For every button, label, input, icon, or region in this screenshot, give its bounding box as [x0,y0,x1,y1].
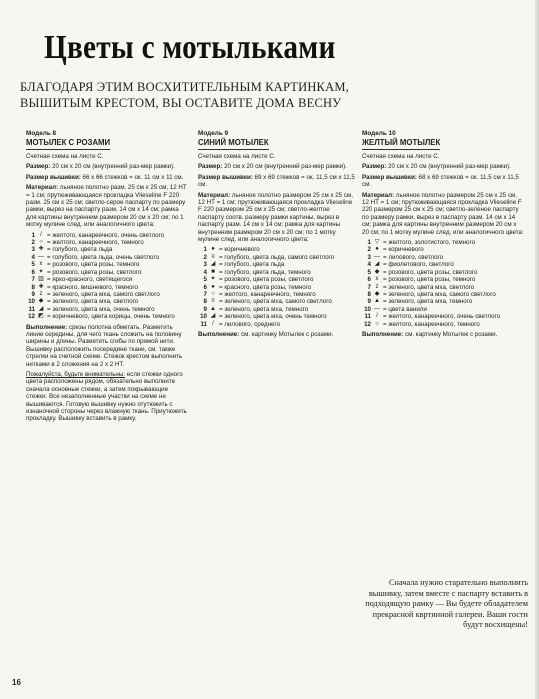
legend-text: = желтого, канареечного, темного [219,290,316,298]
material-info [362,192,524,236]
legend-row [362,239,524,246]
legend-number: 6 [367,276,371,284]
legend-number: 11 [364,313,371,321]
legend-symbol: ▽ [374,239,380,246]
legend-symbol: ○ [211,290,215,297]
legend-number: 7 [367,283,371,291]
legend-row [198,313,356,320]
legend-symbol: ▥ [38,276,44,283]
legend-symbol: z [375,283,379,290]
legend-symbol: ◢ [210,261,216,268]
model-name: ЖЕЛТЫЙ МОТЫЛЕК [362,138,440,150]
legend-text: = розового, цвета розы, темного [47,261,140,269]
legend-row [26,284,190,291]
material-text: льняное полотно размером 25 см х 25 см, 12 НТ = 1 см; прутюживающаяся прокладка Vlieseline F 220 размером 25 см х 25 см; светло-желтое паспарту соотв. размеру рамки картины, вырез в паспарту разм. 14 см х 14 см; рамка для картины внутренним размером 20 см х 20 см; по 1 мотку мулине след. или аналогичного цвета: [198,191,353,244]
legend-number: 9 [203,305,207,313]
legend-number: 1 [203,246,207,254]
legend-symbol: ✦ [38,268,44,275]
legend-text: = голубого, цвета льда [47,246,113,254]
legend-number: 2 [367,246,371,254]
model-name: СИНИЙ МОТЫЛЕК [198,138,269,150]
legend-symbol: ○ [39,239,43,246]
legend-row [362,276,524,283]
legend-symbol: ● [211,246,215,253]
size-label: Размер: [26,163,51,171]
legend-text: = зеленого, цвета мха, самого светлого [47,290,160,298]
legend-symbol: ▲ [210,305,216,312]
color-legend [198,246,356,327]
material-text: льняное полотно разм. 25 см х 25 см, 12 НТ = 1 см; прутюживающаяся прокладка Vlieseline F 220 разм. 25 см х 25 см; светло-серое паспарту по размеру рамки, вырез на паспарту разм. 14 см х 14 см; рамка для картины внутренним размером 20 см х 20 см; по 1 мотку мулине след. или аналогичного цвета: [26,184,187,229]
legend-symbol: / [212,320,214,327]
legend-row [362,291,524,298]
legend-symbol: ◆ [374,268,380,275]
legend-number: 8 [203,298,207,306]
legend-symbol: ◆ [38,298,44,305]
legend-number: 7 [203,290,207,298]
legend-row [362,284,524,291]
legend-number: 1 [367,239,371,247]
legend-number: 11 [28,305,35,313]
page-number: 16 [12,678,21,687]
legend-row [198,321,356,328]
legend-row [26,298,190,305]
legend-number: 2 [203,253,207,261]
color-legend [362,239,524,328]
execution-text: срезы полотна обметать. Разметить линии середины, для чего ткань сложить на половину ширины и длины. Разметить сгибы по прямой нити. Вышивку расположить посередине ткани, см. также стрелки на счетной схеме. Стежок крестом выполнить нитками в 2 сложения на 2 х 2 НТ. [26,323,183,368]
legend-text: = желтого, канареечного, темного [47,239,144,247]
legend-number: 11 [200,320,207,328]
legend-symbol: x [375,276,379,283]
legend-text: = желтого, канареечного, темного [383,320,480,328]
material-label: Материал: [198,191,231,199]
legend-row [26,239,190,246]
legend-text: = зеленого, цвета мха, светлого [383,283,475,291]
legend-row [198,246,356,253]
legend-number: 9 [31,290,35,298]
legend-symbol: — [38,253,44,260]
legend-number: 12 [28,313,35,321]
legend-symbol: ✚ [38,283,44,290]
attention-label: Пожалуйста, будьте внимательны: [26,370,126,378]
legend-symbol: ● [211,283,215,290]
legend-row [26,232,190,239]
legend-row [26,254,190,261]
legend-text: = зеленого, цвета мха, темного [219,305,309,313]
legend-row [26,276,190,283]
legend-symbol: ● [375,246,379,253]
page-edge [535,0,539,699]
legend-symbol: ◢ [38,305,44,312]
embroidery-size-label: Размер вышивки: [26,173,81,181]
legend-symbol: ◢ [374,261,380,268]
legend-row [26,246,190,253]
material-text: льняное полотно размером 25 см х 25 см, 12 НТ = 1 см; прутюживающаяся прокладка Vlieseline F 220 размером 25 см х 25 см; светло-зеленое паспарту по размеру рамки, вырез в паспарту разм. 14 см х 14 см; рамка для картины внутренним размером 20 см х 20 см; по 1 мотку мулине след. или аналогичного цвета: [362,191,524,236]
legend-symbol: z [39,290,43,297]
size-text: 20 см х 20 см (внутренний раз-мер рамки). [50,163,175,171]
model-8-column [26,130,190,426]
legend-number: 10 [364,305,371,313]
legend-row [362,313,524,320]
legend-text: = ярко-красного, светящегося [47,276,133,284]
execution-label: Выполнение: [198,330,240,338]
scheme-note: Счетная схема на листе С. [198,153,276,160]
attention-info [26,371,190,423]
size-text: 20 см х 20 см (внутренний раз-мер рамки). [386,163,511,171]
legend-number: 3 [203,261,207,269]
legend-number: 4 [203,268,207,276]
legend-text: = зеленого, цвета мха, темного [383,298,473,306]
page-title: Цветы с мотыльками [44,29,336,66]
legend-text: = желтого, канареечного, очень светлого [47,231,165,239]
legend-text: = розового, цвета розы, светлого [383,268,478,276]
legend-text: = розового, цвета розы, темного [383,276,476,284]
legend-symbol: ✚ [38,246,44,253]
legend-row [362,321,524,328]
legend-number: 10 [200,313,207,321]
legend-text: = голубого, цвета льда, темного [219,268,311,276]
embroidery-size-info [26,174,190,181]
legend-text: = коричневого [219,246,260,254]
legend-row [26,313,190,320]
material-info [26,184,190,228]
embroidery-size-label: Размер вышивки: [198,173,253,181]
embroidery-size-text: 66 х 66 стежков = ок. 11 см х 11 см. [80,173,184,181]
model-10-column [362,130,524,341]
legend-text: = желтого, золотистого, темного [383,239,476,247]
model-label: Модель 8 [26,130,57,137]
legend-number: 6 [31,268,35,276]
legend-row [198,261,356,268]
size-text: 20 см х 20 см (внутренний раз-мер рамки). [222,163,347,171]
legend-text: = красного, вишневого, темного [47,283,138,291]
legend-number: 1 [31,231,35,239]
model-9-column [198,130,356,341]
legend-number: 4 [31,253,35,261]
legend-text: = лилового, светлого [383,253,444,261]
legend-row [198,291,356,298]
execution-text: см. картинку Мотылек с розами. [239,330,334,338]
legend-symbol: ◆ [374,290,380,297]
page-subtitle: БЛАГОДАРЯ ЭТИМ ВОСХИТИТЕЛЬНЫМ КАРТИНКАМ, ВЫШИТЫМ КРЕСТОМ, ВЫ ОСТАВИТЕ ДОМА ВЕСНУ [20,80,349,110]
legend-symbol: ■ [211,268,215,275]
legend-text: = фиолетового, светлого [383,261,454,269]
embroidery-size-info [362,174,524,189]
legend-symbol: ○ [375,320,379,327]
legend-row [362,254,524,261]
size-info [26,163,190,170]
legend-row [198,276,356,283]
legend-symbol: ≡ [211,253,215,260]
legend-symbol: ≡ [211,298,215,305]
legend-number: 3 [367,253,371,261]
embroidery-size-info [198,174,356,189]
legend-text: = желтого, канареечного, очень светлого [383,313,501,321]
legend-number: 12 [364,320,371,328]
legend-row [198,269,356,276]
legend-row [198,306,356,313]
execution-info [362,331,524,338]
legend-row [362,269,524,276]
legend-text: = розового, цвета розы, светлого [219,276,314,284]
execution-info [198,331,356,338]
legend-text: = розового, цвета розы, светлого [47,268,142,276]
legend-symbol: ✦ [210,276,216,283]
legend-text: = красного, цвета розы, темного [219,283,312,291]
legend-number: 10 [28,298,35,306]
legend-text: = зеленого, цвета мха, самого светлого [219,298,332,306]
scheme-note: Счетная схема на листе С. [26,153,104,160]
legend-number: 4 [367,261,371,269]
legend-number: 8 [367,290,371,298]
closing-note: Сначала нужно старательно выполнить вышивку, затем вместе с паспарту вставить в подходящую рамку — Вы будете обладателем прекрасной квртинной галереи. Ваши гости будут восхищены! [365,578,528,630]
size-label: Размер: [362,163,387,171]
size-label: Размер: [198,163,223,171]
legend-row [26,261,190,268]
legend-row [362,246,524,253]
legend-text: = зеленого, цвета мха, очень темного [219,313,327,321]
legend-text: = голубого, цвета льда, самого светлого [219,253,335,261]
legend-number: 5 [203,276,207,284]
execution-label: Выполнение: [362,330,404,338]
execution-text: см. картинку Мотылек с розами. [403,330,498,338]
legend-text: = коричневого [383,246,424,254]
execution-label: Выполнение: [26,323,68,331]
legend-symbol: ◢ [210,313,216,320]
legend-row [198,284,356,291]
legend-text: = зеленого, цвета мха, светлого [47,298,139,306]
legend-symbol: ▲ [374,298,380,305]
model-label: Модель 10 [362,130,396,137]
legend-row [362,306,524,313]
material-label: Материал: [362,191,395,199]
embroidery-size-text: 69 х 69 стежков = ок. 11,5 см х 11,5 см. [198,173,355,189]
legend-number: 7 [31,276,35,284]
legend-text: = коричневого, цвета корицы, очень темного [47,313,175,321]
model-label: Модель 9 [198,130,229,137]
legend-text: = зеленого, цвета мха, самого светлого [383,290,496,298]
legend-row [26,306,190,313]
size-info [198,163,356,170]
legend-row [198,254,356,261]
legend-number: 2 [31,239,35,247]
legend-number: 8 [31,283,35,291]
legend-symbol: — [374,305,380,312]
embroidery-size-label: Размер вышивки: [362,173,417,181]
legend-number: 5 [31,261,35,269]
legend-text: = зеленого, цвета мха, очень темного [47,305,155,313]
execution-info [26,324,190,368]
material-label: Материал: [26,184,59,192]
legend-text: = голубого, цвета льда, очень светлого [47,253,160,261]
embroidery-size-text: 68 х 69 стежков = ок. 11,5 см х 11,5 см. [362,173,519,189]
legend-row [26,269,190,276]
legend-symbol: x [39,261,43,268]
color-legend [26,232,190,321]
size-info [362,163,524,170]
legend-number: 9 [367,298,371,306]
legend-symbol: / [40,231,42,238]
material-info [198,192,356,244]
legend-text: = цвета ванили [383,305,427,313]
legend-row [362,261,524,268]
scheme-note: Счетная схема на листе С. [362,153,440,160]
attention-text: если стежки одного цвета расположены рядом, обязательно выполните сначала основные стежки, а затем покрывающие стежки. Все незаполненные участки на схеме не вышиваются. Готовую вышивку нужно отутюжить с изнаночной стороны через влажную ткань. Приутюжить прокладку. Вышивку вставить в рамку. [26,370,187,423]
legend-symbol: / [376,313,378,320]
legend-symbol: — [374,253,380,260]
legend-symbol: ◩ [38,313,44,320]
legend-number: 6 [203,283,207,291]
legend-row [198,298,356,305]
legend-row [26,291,190,298]
legend-number: 5 [367,268,371,276]
legend-text: = голубого, цвета льда [219,261,285,269]
model-name: МОТЫЛЕК С РОЗАМИ [26,138,110,150]
legend-text: = лилового, среднего [219,320,281,328]
legend-number: 3 [31,246,35,254]
legend-row [362,298,524,305]
